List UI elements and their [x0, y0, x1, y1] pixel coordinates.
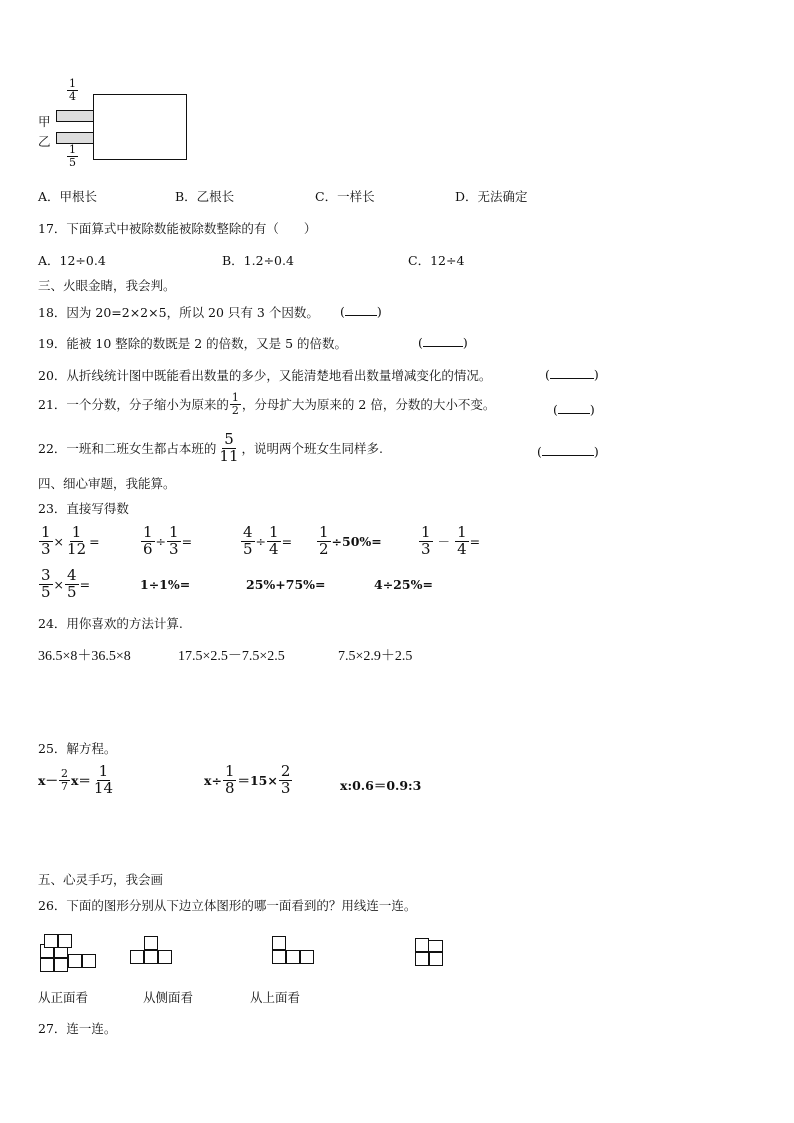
q27-title: 27．连一连。	[38, 1021, 117, 1036]
q21-answer-blank[interactable]: ( )	[553, 402, 595, 417]
q21-fraction: $\frac{1}{2}$	[231, 391, 239, 417]
figure-16-diagram	[36, 78, 196, 178]
q23-item-7: 1÷1%=	[140, 577, 191, 592]
q23-item-9: 4÷25%=	[374, 577, 433, 592]
q24-title: 24．用你喜欢的方法计算.	[38, 616, 183, 631]
q16-option-a: A．甲根长	[38, 189, 98, 204]
box	[93, 94, 187, 160]
q24-expr-3: 7.5×2.9＋2.5	[338, 649, 413, 664]
label-top-view[interactable]: 从上面看	[250, 990, 301, 1005]
q23-item-4: $\frac{1}{2}$ ÷50%=	[319, 523, 382, 558]
q23-item-3: $\frac{4}{5}$ ÷ $\frac{1}{4}$ =	[243, 523, 293, 558]
q24-expr-1: 36.5×8＋36.5×8	[38, 649, 131, 664]
top-fraction: $\frac{1}{4}$	[69, 77, 76, 103]
q18-answer-blank[interactable]: ( )	[340, 304, 382, 319]
q16-option-c: C．一样长	[315, 189, 375, 204]
view-shape-2[interactable]	[272, 936, 318, 970]
q23-item-1: $\frac{1}{3}$ × $\frac{1}{12}$ =	[41, 523, 100, 558]
q19-text: 19．能被 10 整除的数既是 2 的倍数，又是 5 的倍数。	[38, 336, 348, 351]
q16-option-d: D．无法确定	[455, 189, 528, 204]
q23-item-5: $\frac{1}{3}$ － $\frac{1}{4}$ =	[421, 523, 481, 558]
q17-text: 17．下面算式中被除数能被除数整除的有（ ）	[38, 221, 317, 236]
q25-title: 25．解方程。	[38, 741, 117, 756]
solid-figure	[40, 930, 100, 972]
q24-expr-2: 17.5×2.5－7.5×2.5	[178, 649, 285, 664]
label-jia: 甲	[38, 114, 51, 129]
stick-jia	[56, 110, 96, 122]
q17-option-c: C．12÷4	[408, 253, 465, 268]
view-shape-1[interactable]	[130, 936, 176, 970]
q23-item-2: $\frac{1}{6}$ ÷ $\frac{1}{3}$ =	[143, 523, 193, 558]
label-front-view[interactable]: 从正面看	[38, 990, 89, 1005]
q20-answer-blank[interactable]: ( )	[545, 367, 599, 382]
q19-answer-blank[interactable]: ( )	[418, 335, 468, 350]
q16-option-b: B．乙根长	[175, 189, 235, 204]
q23-item-8: 25%+75%=	[246, 577, 326, 592]
q22-text-before: 22．一班和二班女生都占本班的	[38, 441, 217, 457]
q18-text: 18．因为 20=2×2×5，所以 20 只有 3 个因数。	[38, 305, 319, 320]
q21-text-before: 21．一个分数，分子缩小为原来的	[38, 397, 229, 413]
bottom-fraction: $\frac{1}{5}$	[69, 143, 76, 169]
q21-text-after: ，分母扩大为原来的 2 倍，分数的大小不变。	[241, 397, 496, 413]
q21-line	[38, 392, 495, 416]
q22-text-after: ，说明两个班女生同样多.	[241, 441, 383, 457]
q25-eq-2: x÷ $\frac{1}{8}$ ＝15× $\frac{2}{3}$	[204, 762, 291, 797]
section-4-heading: 四、细心审题，我能算。	[38, 476, 176, 491]
q25-eq-1: x－ $\frac{2}{7}$ x＝ $\frac{1}{14}$	[38, 762, 113, 797]
q22-line	[38, 432, 383, 465]
label-side-view[interactable]: 从侧面看	[143, 990, 194, 1005]
stick-yi	[56, 132, 96, 144]
q22-answer-blank[interactable]: ( )	[537, 444, 599, 459]
section-5-heading: 五、心灵手巧，我会画	[38, 872, 164, 887]
q22-fraction: $\frac{5}{11}$	[219, 430, 239, 465]
view-shape-3[interactable]	[415, 938, 447, 972]
q23-item-6: $\frac{3}{5}$ × $\frac{4}{5}$ =	[41, 566, 91, 601]
q25-eq-3: x:0.6＝0.9:3	[340, 778, 422, 793]
q17-option-a: A．12÷0.4	[38, 253, 106, 268]
q26-title: 26．下面的图形分别从下边立体图形的哪一面看到的？用线连一连。	[38, 898, 417, 913]
q23-title: 23．直接写得数	[38, 501, 129, 516]
q20-text: 20．从折线统计图中既能看出数量的多少，又能清楚地看出数量增减变化的情况。	[38, 368, 492, 383]
label-yi: 乙	[38, 134, 51, 149]
q17-option-b: B．1.2÷0.4	[222, 253, 294, 268]
section-3-heading: 三、火眼金睛，我会判。	[38, 278, 176, 293]
